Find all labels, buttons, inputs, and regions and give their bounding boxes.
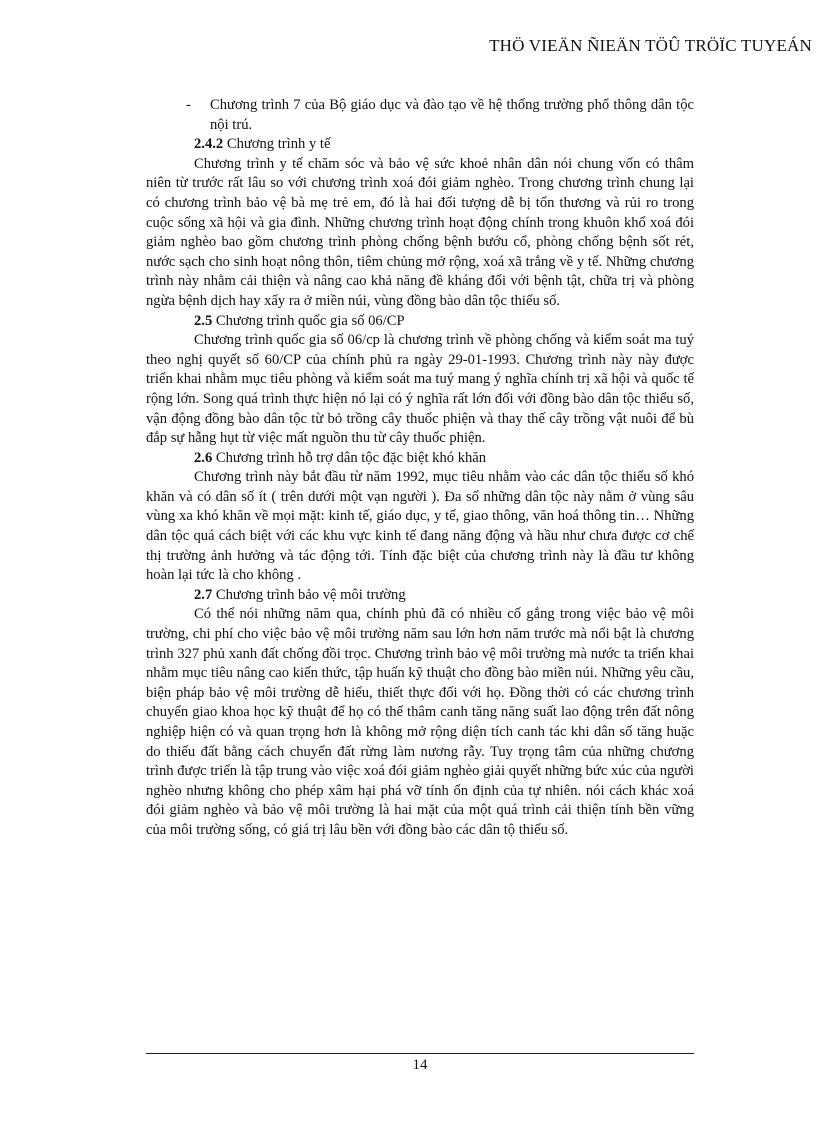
bullet-dash: - [186, 97, 191, 113]
section-title: Chương trình y tế [226, 136, 331, 153]
section-number: 2.5 [194, 312, 213, 329]
section-number: 2.7 [194, 586, 213, 603]
list-item [146, 96, 694, 135]
section-number: 2.6 [194, 449, 213, 466]
section-paragraph: Chương trình quốc gia số 06/cp là chương trình về phòng chống và kiểm soát ma tuý theo nghị quyết số 60/CP của chính phủ ra ngày 29-01-1993. Chương trình này này được triển khai nhằm mục tiêu phòng và kiểm soát ma tuý mang ý nghĩa chính trị xã hội và quốc tế rộng lớn. Song quá trình thực hiện nó lại có ý nghĩa rất lớn đối với đồng bào dân tộc thiểu số, vận động đồng bào dân tộc từ bỏ trồng cây thuốc phiện và thay thế cây trồng vật nuôi để bù đắp sự hẫng hụt từ việc mất nguồn thu từ cây thuốc phiện. [146, 332, 694, 447]
section-paragraph: Chương trình y tế chăm sóc và bảo vệ sức khoẻ nhân dân nói chung vốn có thâm niên từ trước rất lâu so với chương trình xoá đói giảm nghèo. Trong chương trình chung lại có chương trình bảo vệ bà mẹ trẻ em, đó là hai đối tượng dễ bị tổn thương và rủi ro trong cuộc sống xã hội và gia đình. Những chương trình hoạt động chính trong khuôn khổ xoá đói giảm nghèo bao gồm chương trình phòng chống bệnh bướu cổ, phòng chống bệnh sốt rét, nước sạch cho sinh hoạt nông thôn, tiêm chủng mở rộng, xoá xã trắng về y tế. Những chương trình này nhằm cải thiện và nâng cao khả năng đề kháng đối với bệnh tật, chữa trị và phòng ngừa bệnh dịch hay xẩy ra ở miền núi, vùng đồng bào dân tộc thiểu số. [146, 155, 694, 309]
section-paragraph: Có thể nói những năm qua, chính phủ đã có nhiều cố gắng trong việc bảo vệ môi trường, chi phí cho việc bảo vệ môi trường năm sau lớn hơn năm trước mà nổi bật là chương trình 327 phủ xanh đất chống đồi trọc. Chương trình bảo vệ môi trường mà nước ta triển khai nhằm mục tiêu nâng cao kiến thức, tập huấn kỹ thuật cho đồng bào miền núi. Những yêu cầu, biện pháp bảo vệ môi trường dễ hiểu, thiết thực đối với họ. Đồng thời có các chương trình chuyển giao khoa học kỹ thuật để họ có thể thâm canh tăng năng suất lao động trên đất nông nghiệp hiện có và quan trọng hơn là không mở rộng diện tích canh tác khi dân số tăng huặc do thiếu đất bằng cách chuyển đất rừng làm nương rẫy. Tuy trọng tâm của những chương trình được triển là tập trung vào việc xoá đói giảm nghèo giải quyết những bức xúc của người nghèo nhưng không cho phép xâm hại phá vỡ tính ổn định của tự nhiên. nói cách khác xoá đói giảm nghèo và bảo vệ môi trường là hai mặt của một quá trình cải thiện tính bền vững của môi trường sống, có giá trị lâu bền với đồng bào các dân tộ thiểu số. [146, 606, 694, 838]
section-heading-2-4-2 [146, 135, 694, 155]
section-title: Chương trình quốc gia số 06/CP [215, 312, 405, 329]
bullet-text: Chương trình 7 của Bộ giáo dục và đào tạo về hệ thống trường phổ thông dân tộc nội trú. [210, 97, 694, 133]
section-heading-2-7 [146, 586, 694, 606]
section-number: 2.4.2 [194, 136, 224, 153]
section-title: Chương trình hỗ trợ dân tộc đặc biệt khó khăn [215, 449, 487, 466]
document-body [146, 96, 694, 841]
section-heading-2-6 [146, 449, 694, 469]
section-heading-2-5 [146, 312, 694, 332]
section-paragraph: Chương trình này bắt đầu từ năm 1992, mục tiêu nhằm vào các dân tộc thiểu số khó khăn và có dân số ít ( trên dưới một vạn người ). Đa số những dân tộc này nằm ở vùng sâu vùng xa khó khăn về mọi mặt: kinh tế, giáo dục, y tế, giao thông, văn hoá thông tin… Những dân tộc quá cách biệt với các khu vực kinh tế đang năng động và hầu như chưa được cơ chế thị trường ảnh hưởng và tác động tới. Tính đặc biệt của chương trình này là đầu tư không hoàn lại tức là cho không . [146, 469, 694, 584]
page-number: 14 [412, 1057, 428, 1073]
section-title: Chương trình bảo vệ môi trường [215, 586, 406, 603]
footer-divider [146, 1053, 694, 1054]
page-header: THÖ VIEÄN ÑIEÄN TÖÛ TRÖÏC TUYEÁN [489, 36, 812, 55]
